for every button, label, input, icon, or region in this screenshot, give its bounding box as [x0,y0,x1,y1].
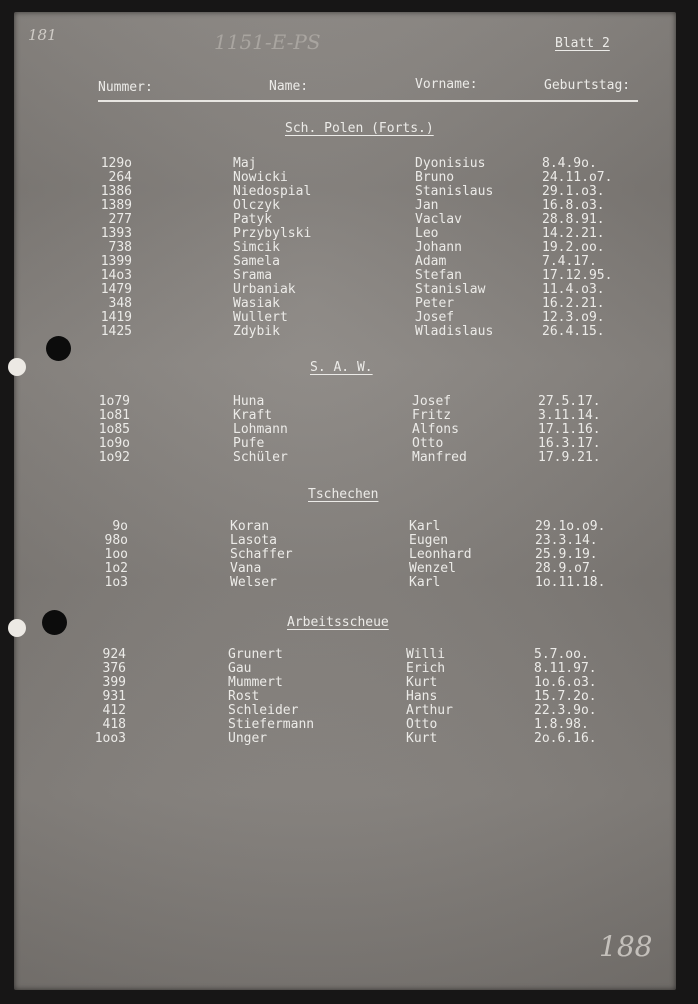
cell-name: Patyk [233,212,273,227]
cell-name: Kraft [233,408,273,423]
table-row [14,718,676,732]
cell-number: 1o3 [104,575,128,590]
cell-birthday: 12.3.o9. [542,310,605,325]
cell-number: 348 [108,296,132,311]
cell-name: Grunert [228,647,283,662]
cell-name: Urbaniak [233,282,296,297]
cell-name: Mummert [228,675,283,690]
cell-number: 399 [102,675,126,690]
cell-birthday: 16.8.o3. [542,198,605,213]
cell-number: 9o [112,519,128,534]
cell-birthday: 16.3.17. [538,436,601,451]
header-name: Name: [269,79,309,94]
cell-birthday: 16.2.21. [542,296,605,311]
cell-first-name: Leonhard [409,547,472,562]
sheet-label: Blatt 2 [555,36,610,51]
cell-birthday: 2o.6.16. [534,731,597,746]
cell-first-name: Stanislaw [415,282,486,297]
cell-birthday: 24.11.o7. [542,170,613,185]
cell-number: 1425 [100,324,132,339]
cell-name: Srama [233,268,273,283]
table-row [14,676,676,690]
cell-name: Niedospial [233,184,312,199]
cell-number: 1479 [100,282,132,297]
cell-first-name: Fritz [412,408,452,423]
cell-first-name: Otto [412,436,444,451]
cell-name: Unger [228,731,268,746]
cell-birthday: 5.7.oo. [534,647,589,662]
cell-birthday: 11.4.o3. [542,282,605,297]
cell-birthday: 22.3.9o. [534,703,597,718]
cell-first-name: Johann [415,240,462,255]
table-row [14,662,676,676]
section-title: Sch. Polen (Forts.) [285,121,434,136]
section-title: Tschechen [308,487,379,502]
cell-first-name: Peter [415,296,455,311]
cell-number: 1o92 [98,450,130,465]
cell-name: Pufe [233,436,265,451]
section-title: Arbeitsscheue [287,615,389,630]
cell-birthday: 1o.11.18. [535,575,606,590]
table-section-arbeitsscheue [14,12,676,990]
cell-birthday: 15.7.2o. [534,689,597,704]
cell-first-name: Stefan [415,268,462,283]
document-sheet [14,12,676,990]
cell-birthday: 26.4.15. [542,324,605,339]
cell-name: Stiefermann [228,717,315,732]
cell-number: 1393 [100,226,132,241]
cell-number: 924 [102,647,126,662]
cell-first-name: Leo [415,226,439,241]
table-row [14,648,676,662]
cell-number: 1o79 [98,394,130,409]
cell-name: Simcik [233,240,280,255]
cell-name: Lohmann [233,422,288,437]
cell-first-name: Willi [406,647,446,662]
cell-birthday: 27.5.17. [538,394,601,409]
cell-birthday: 23.3.14. [535,533,598,548]
cell-name: Vana [230,561,262,576]
cell-first-name: Stanislaus [415,184,494,199]
cell-first-name: Eugen [409,533,449,548]
cell-first-name: Josef [412,394,452,409]
cell-number: 129o [100,156,132,171]
cell-name: Wasiak [233,296,280,311]
cell-name: Koran [230,519,270,534]
cell-name: Huna [233,394,265,409]
cell-number: 264 [108,170,132,185]
cell-name: Samela [233,254,280,269]
cell-first-name: Josef [415,310,455,325]
cell-number: 738 [108,240,132,255]
section-title: S. A. W. [310,360,373,375]
document-stamp: 1151-E-PS [214,30,321,54]
cell-first-name: Alfons [412,422,459,437]
cell-first-name: Bruno [415,170,455,185]
cell-birthday: 28.8.91. [542,212,605,227]
cell-name: Schüler [233,450,288,465]
cell-birthday: 17.9.21. [538,450,601,465]
cell-first-name: Erich [406,661,446,676]
cell-birthday: 1o.6.o3. [534,675,597,690]
corner-mark: 181 [28,26,57,44]
cell-number: 1oo [104,547,128,562]
cell-number: 1o81 [98,408,130,423]
cell-first-name: Karl [409,519,441,534]
cell-number: 1386 [100,184,132,199]
cell-first-name: Jan [415,198,439,213]
cell-name: Schleider [228,703,299,718]
cell-first-name: Arthur [406,703,453,718]
cell-number: 1o9o [98,436,130,451]
header-first-name: Vorname: [415,77,478,92]
cell-birthday: 3.11.14. [538,408,601,423]
cell-name: Maj [233,156,257,171]
cell-first-name: Karl [409,575,441,590]
cell-number: 1399 [100,254,132,269]
cell-number: 1o85 [98,422,130,437]
cell-number: 1oo3 [94,731,126,746]
cell-birthday: 19.2.oo. [542,240,605,255]
cell-birthday: 17.12.95. [542,268,613,283]
cell-name: Zdybik [233,324,280,339]
cell-number: 277 [108,212,132,227]
cell-first-name: Kurt [406,731,438,746]
header-number: Nummer: [98,80,153,95]
cell-name: Wullert [233,310,288,325]
cell-birthday: 29.1.o3. [542,184,605,199]
cell-number: 1419 [100,310,132,325]
cell-name: Gau [228,661,252,676]
header-birthday: Geburtstag: [544,78,631,93]
cell-birthday: 28.9.o7. [535,561,598,576]
cell-number: 376 [102,661,126,676]
cell-birthday: 25.9.19. [535,547,598,562]
cell-birthday: 8.4.9o. [542,156,597,171]
cell-first-name: Manfred [412,450,467,465]
cell-number: 14o3 [100,268,132,283]
table-row [14,690,676,704]
table-row [14,732,676,746]
cell-birthday: 7.4.17. [542,254,597,269]
cell-name: Olczyk [233,198,280,213]
cell-first-name: Vaclav [415,212,462,227]
cell-name: Przybylski [233,226,312,241]
cell-name: Nowicki [233,170,288,185]
cell-first-name: Dyonisius [415,156,486,171]
cell-number: 1389 [100,198,132,213]
cell-first-name: Wladislaus [415,324,494,339]
page-number-handwritten: 188 [599,930,653,963]
cell-birthday: 8.11.97. [534,661,597,676]
table-row [14,704,676,718]
cell-first-name: Wenzel [409,561,456,576]
cell-number: 98o [104,533,128,548]
cell-number: 418 [102,717,126,732]
cell-birthday: 17.1.16. [538,422,601,437]
cell-number: 1o2 [104,561,128,576]
cell-birthday: 1.8.98. [534,717,589,732]
cell-first-name: Adam [415,254,447,269]
cell-first-name: Hans [406,689,438,704]
cell-number: 412 [102,703,126,718]
cell-birthday: 29.1o.o9. [535,519,606,534]
cell-first-name: Otto [406,717,438,732]
cell-first-name: Kurt [406,675,438,690]
cell-name: Rost [228,689,260,704]
cell-name: Schaffer [230,547,293,562]
cell-name: Welser [230,575,277,590]
cell-name: Lasota [230,533,277,548]
cell-number: 931 [102,689,126,704]
cell-birthday: 14.2.21. [542,226,605,241]
